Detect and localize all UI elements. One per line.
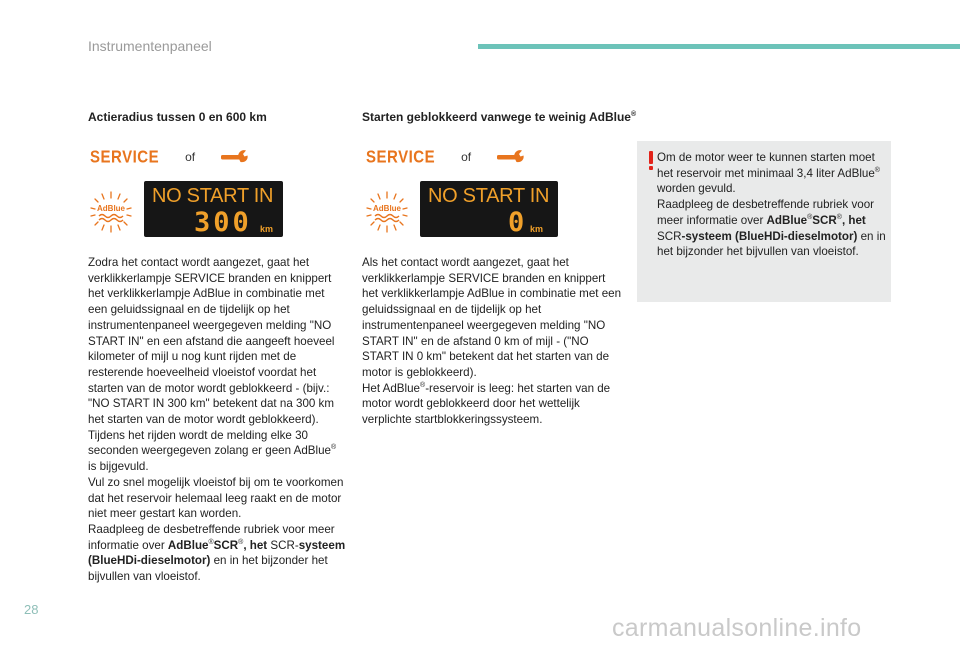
adblue-label: AdBlue — [97, 204, 125, 213]
page-number: 28 — [24, 602, 39, 617]
display-distance-value: 0 — [508, 207, 528, 238]
service-warning-icon: SERVICE — [366, 147, 436, 167]
service-warning-icon: SERVICE — [90, 147, 160, 167]
right-para-2: Het AdBlue®-reservoir is leeg: het starten van de motor wordt geblokkeerd door het wettelijk verplichte startblokkeringssysteem. — [362, 381, 611, 427]
right-para-1: Als het contact wordt aangezet, gaat het verklikkerlampje SERVICE branden en knippert het verklikkerlampje AdBlue in combinatie met een geluidssignaal en de tijdelijk op het instrumentenpaneel weergegeven melding "NO START IN" en de afstand 0 km of mijl - ("NO START IN 0 km" betekent dat het starten van de motor is geblokkeerd). — [362, 256, 622, 379]
watermark: carmanualsonline.info — [612, 614, 862, 642]
display-message: NO START IN — [152, 185, 274, 207]
adblue-warning-icon — [88, 189, 134, 235]
warning-note-box — [637, 141, 891, 302]
display-message: NO START IN — [428, 185, 550, 207]
left-dashboard-display — [144, 181, 283, 237]
display-distance-unit: km — [530, 224, 544, 234]
note-para-1: Om de motor weer te kunnen starten moet het reservoir met minimaal 3,4 liter AdBlue® worden gevuld. — [657, 151, 880, 196]
left-para-3: Vul zo snel mogelijk vloeistof bij om te voorkomen dat het reservoir helemaal leeg raakt en de motor niet meer gestart kan worden. — [88, 475, 344, 521]
left-para-4: Raadpleeg de desbetreffende rubriek voor meer informatie over AdBlue®SCR®, het SCR-systeem (BlueHDi-dieselmotor) en in het bijzonder het bijvullen van vloeistof. — [88, 522, 346, 584]
section-title: Instrumentenpaneel — [88, 38, 212, 54]
adblue-label: AdBlue — [373, 204, 401, 213]
right-body-text — [362, 255, 622, 428]
adblue-warning-icon — [364, 189, 410, 235]
right-service-row — [366, 146, 525, 168]
left-body-text — [88, 255, 346, 585]
right-heading: Starten geblokkeerd vanwege te weinig AdBlue® — [362, 110, 637, 124]
wrench-icon — [219, 148, 249, 166]
display-distance-value: 300 — [194, 207, 252, 238]
or-label: of — [461, 150, 472, 164]
exclamation-icon — [649, 151, 653, 169]
left-para-1: Zodra het contact wordt aangezet, gaat het verklikkerlampje SERVICE branden en knippert het verklikkerlampje AdBlue in combinatie met een geluidssignaal en de tijdelijk op het instrumentenpaneel weergegeven melding "NO START IN" en een afstand die aangeeft hoeveel kilometer of mijl u nog kunt rijden met de resterende hoeveelheid vloeistof voordat het starten van de motor wordt geblokkeerd - (bijv.: "NO START IN 300 km" betekent dat na 300 km het starten van de motor wordt geblokkeerd). — [88, 256, 335, 427]
wrench-icon — [495, 148, 525, 166]
left-service-row — [90, 146, 249, 168]
note-para-2: Raadpleeg de desbetreffende rubriek voor meer informatie over AdBlue®SCR®, het SCR-systeem (BlueHDi-dieselmotor) en in het bijzonder het bijvullen van vloeistof. — [657, 198, 886, 259]
display-distance-unit: km — [260, 224, 274, 234]
right-dashboard-display — [420, 181, 558, 237]
header-accent-bar — [478, 44, 960, 49]
left-heading: Actieradius tussen 0 en 600 km — [88, 110, 267, 124]
left-para-2: Tijdens het rijden wordt de melding elke 30 seconden weergegeven zolang er geen AdBlue® is bijgevuld. — [88, 428, 337, 474]
note-text — [657, 150, 887, 260]
or-label: of — [185, 150, 196, 164]
